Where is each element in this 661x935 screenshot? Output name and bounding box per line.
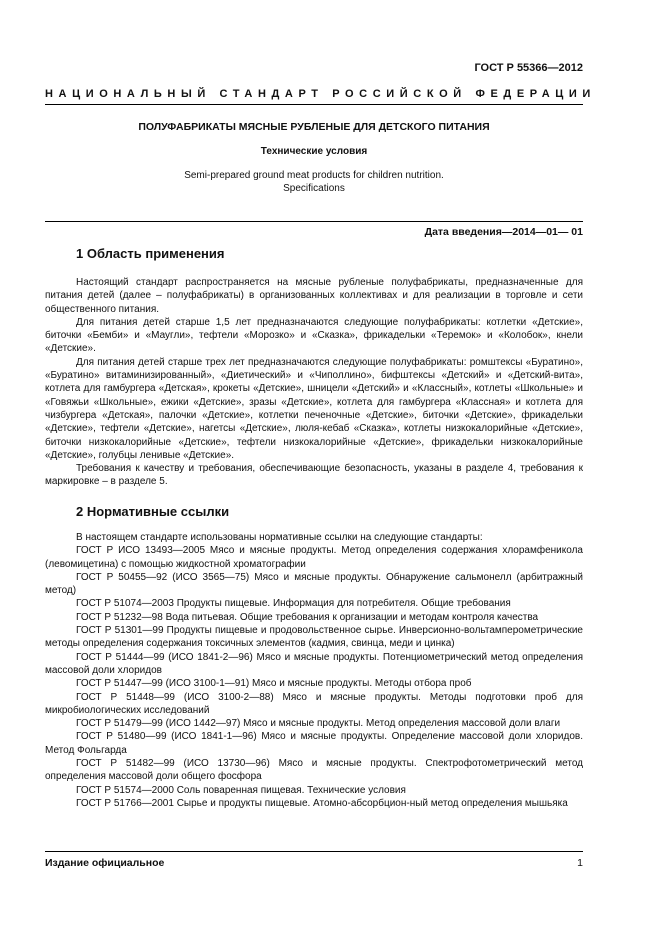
reference-item: ГОСТ Р 51482—99 (ИСО 13730—96) Мясо и мясные продукты. Спектрофотометрический метод определения массовой доли общего фосфора [45,758,583,783]
page-footer [45,851,583,869]
reference-item: ГОСТ Р 51444—99 (ИСО 1841-2—96) Мясо и мясные продукты. Потенциометрический метод определения массовой доли хлоридов [45,651,583,676]
reference-item: ГОСТ Р 51232—98 Вода питьевая. Общие требования к организации и методам контроля качества [76,611,539,623]
document-subtitle: Технические условия [260,146,368,157]
reference-item: ГОСТ Р 51447—99 (ИСО 3100-1—91) Мясо и мясные продукты. Методы отбора проб [76,678,472,690]
paragraph: Настоящий стандарт распространяется на мясные рубленые полуфабрикаты, предназначенные для питания детей (далее – полуфабрикаты) в организованных коллективах и для реализации в торговле и сети общественного питания. [45,277,583,315]
reference-item: ГОСТ Р 51480—99 (ИСО 1841-1—96) Мясо и мясные продукты. Определение массовой доли хлоридов. Метод Фольгарда [45,731,583,756]
reference-item: ГОСТ Р 50455—92 (ИСО 3565—75) Мясо и мясные продукты. Обнаружение сальмонелл (арбитражный метод) [45,571,583,597]
section-2-heading: 2 Нормативные ссылки [76,504,230,519]
reference-item: ГОСТ Р 51766—2001 Сырье и продукты пищевые. Атомно-абсорбцион-ный метод определения мышьяка [76,797,568,809]
national-standard-banner: НАЦИОНАЛЬНЫЙ СТАНДАРТ РОССИЙСКОЙ ФЕДЕРАЦИИ [45,88,583,105]
introduction-date: Дата введения—2014—01— 01 [45,221,583,238]
reference-item: ГОСТ Р 51574—2000 Соль поваренная пищевая. Технические условия [76,784,406,796]
reference-item: ГОСТ Р ИСО 13493—2005 Мясо и мясные продукты. Метод определения содержания хлорамфеникола (левомицетина) с помощью жидкостной хроматографии [45,545,583,570]
paragraph: Для питания детей старше трех лет предназначаются следующие полуфабрикаты: ромштексы «Буратино», «Буратино» витаминизированный», «Диетический» и «Чиполлино», бифштексы «Детский» и «Детский-вита», котлета для гамбургера «Детская», крокеты «Детские», шницели «Детский» и «Классный», котлеты «Школьные» и «Говяжьи «Школьные», ежики «Детские», зразы «Детские», котлета для гамбургера «Классная» и котлета для чизбургера «Детская», палочки «Детские», котлетки печеночные «Детские», биточки «Детские», фрикадельки «Детские», тефтели «Детские», нагетсы «Детские», люля-кебаб «Сказка», котлеты низкокалорийные «Детские», биточки низкокалорийные «Детские», тефтели низкокалорийные «Детские», фрикадельки низкокалорийные «Детские», голубцы ленивые «Детские». [45,356,583,461]
paragraph: В настоящем стандарте использованы нормативные ссылки на следующие стандарты: [76,532,483,543]
section-1-heading: 1 Область применения [76,246,225,261]
reference-item: ГОСТ Р 51301—99 Продукты пищевые и продовольственное сырье. Инверсионно-вольтамперометрические методы определения содержания токсичных элементов (кадмия, свинца, меди и цинка) [45,625,583,650]
english-title-line-2: Specifications [283,183,345,194]
english-title-line-1: Semi-prepared ground meat products for children nutrition. [184,170,444,181]
document-title: ПОЛУФАБРИКАТЫ МЯСНЫЕ РУБЛЕНЫЕ ДЛЯ ДЕТСКОГО ПИТАНИЯ [138,121,490,133]
standard-code: ГОСТ Р 55366—2012 [474,62,583,74]
paragraph: Требования к качеству и требования, обеспечивающие безопасность, указаны в разделе 4, требования к маркировке – в разделе 5. [45,463,583,488]
paragraph: Для питания детей старше 1,5 лет предназначаются следующие полуфабрикаты: котлетки «Детские», биточки «Бемби» и «Маугли», тефтели «Морозко» и «Сказка», фрикадельки «Теремок» и «Колобок», кнели «Детские». [45,316,583,355]
section-2-body [45,531,583,810]
reference-item: ГОСТ Р 51074—2003 Продукты пищевые. Информация для потребителя. Общие требования [76,598,511,610]
reference-item: ГОСТ Р 51448—99 (ИСО 3100-2—88) Мясо и мясные продукты. Методы подготовки проб для микробиологических исследований [45,691,583,716]
reference-item: ГОСТ Р 51479—99 (ИСО 1442—97) Мясо и мясные продукты. Метод определения массовой доли влаги [76,718,561,730]
section-1-body [45,276,583,489]
english-title [45,169,583,195]
official-edition-label: Издание официальное [45,857,165,869]
page-number: 1 [577,857,583,869]
